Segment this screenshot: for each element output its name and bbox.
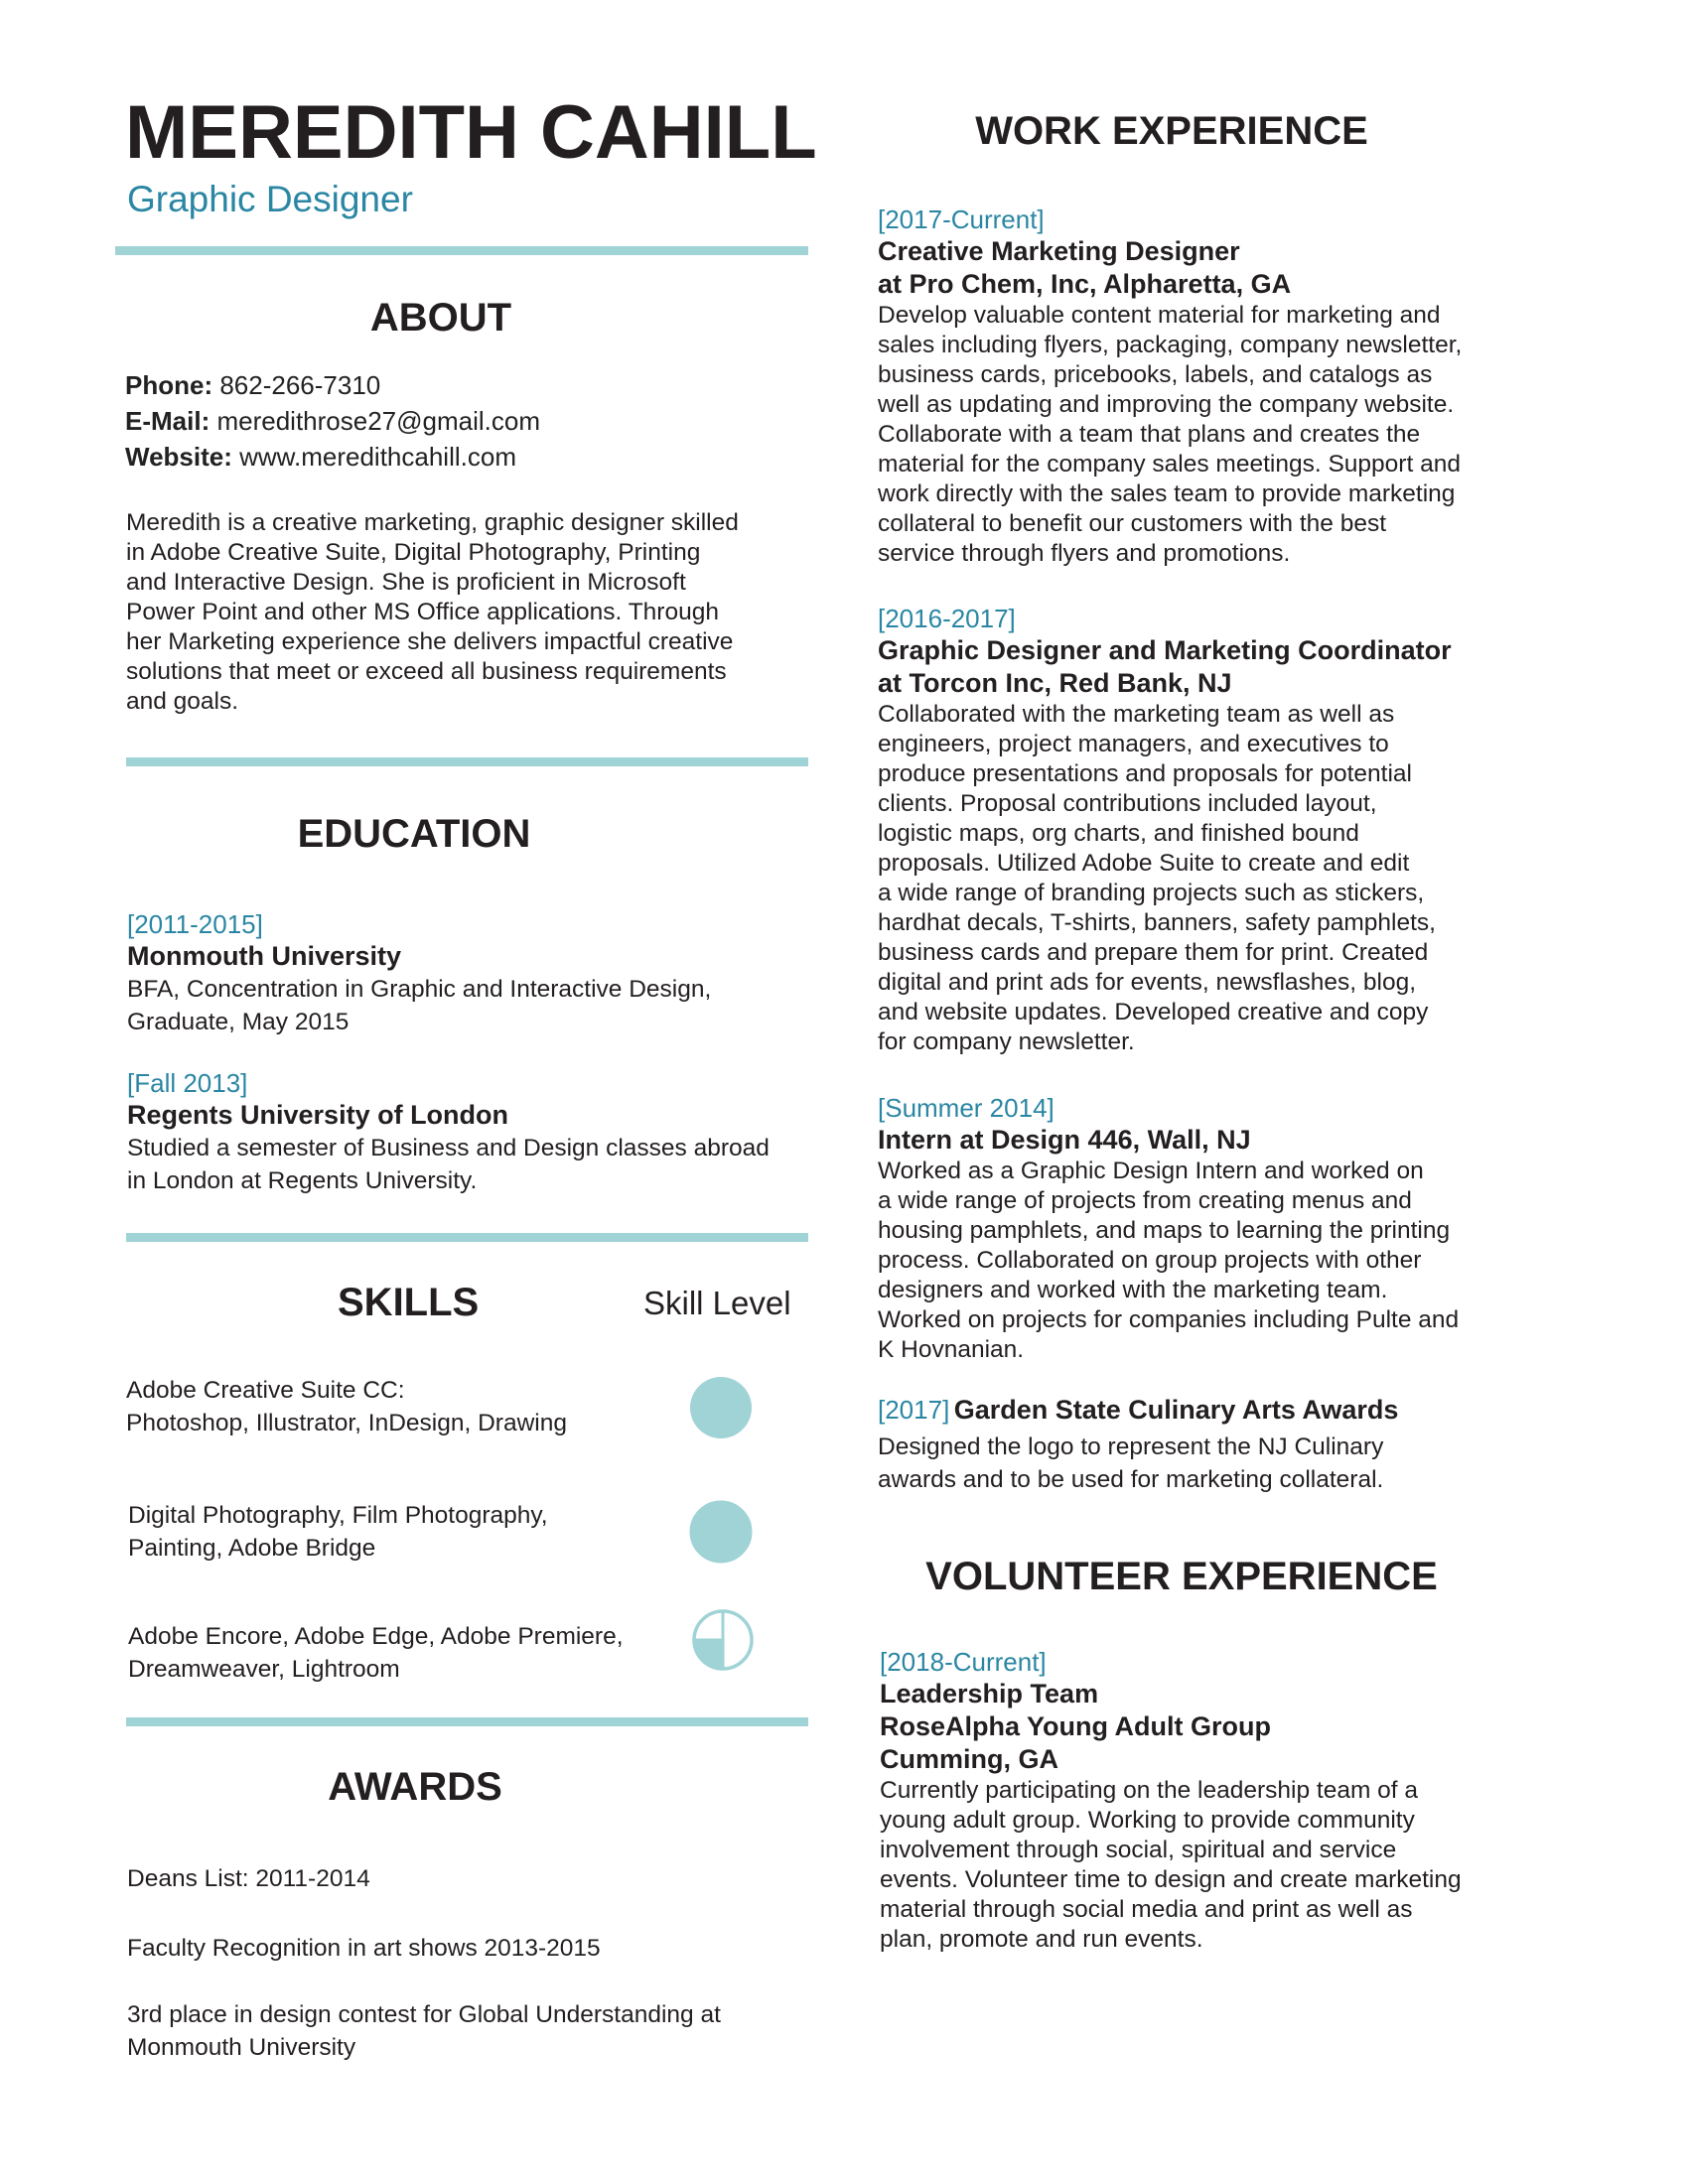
volunteer-line: plan, promote and run events. — [880, 1926, 1203, 1953]
award-item: Faculty Recognition in art shows 2013-2015 — [127, 1935, 601, 1962]
job-line: and website updates. Developed creative and copy — [878, 999, 1429, 1025]
bio-line: in Adobe Creative Suite, Digital Photography, Printing — [126, 539, 701, 566]
job-line: digital and print ads for events, newsflashes, blog, — [878, 969, 1417, 996]
skill-line: Dreamweaver, Lightroom — [128, 1656, 400, 1683]
skill-line: Adobe Encore, Adobe Edge, Adobe Premiere, — [128, 1623, 624, 1650]
award-item: 3rd place in design contest for Global Understanding at — [127, 2001, 721, 2028]
skill-level-heading: Skill Level — [643, 1285, 791, 1321]
job-date: [2017] — [878, 1395, 950, 1425]
email-line — [125, 403, 540, 439]
volunteer-date: [2018-Current] — [880, 1647, 1047, 1677]
skill-item — [128, 1499, 704, 1565]
volunteer-line: Currently participating on the leadership team of a — [880, 1777, 1419, 1804]
job-line: awards and to be used for marketing collateral. — [878, 1466, 1384, 1493]
job-line: a wide range of projects from creating menus and — [878, 1187, 1412, 1214]
volunteer-location: Cumming, GA — [880, 1744, 1058, 1774]
work-heading: WORK EXPERIENCE — [975, 109, 1368, 153]
about-bio — [126, 508, 801, 717]
volunteer-heading: VOLUNTEER EXPERIENCE — [925, 1555, 1438, 1598]
volunteer-line: material through social media and print as well as — [880, 1896, 1413, 1923]
job-line: hardhat decals, T-shirts, banners, safety pamphlets, — [878, 909, 1436, 936]
job-company: at Pro Chem, Inc, Alpharetta, GA — [878, 269, 1292, 299]
job-entry — [878, 1394, 1533, 1496]
phone-line — [125, 367, 540, 403]
job-date: [2017-Current] — [878, 205, 1045, 234]
job-line: engineers, project managers, and executives to — [878, 731, 1389, 757]
job-description — [878, 301, 1533, 569]
job-line: business cards, pricebooks, labels, and catalogs as — [878, 361, 1433, 388]
volunteer-line: involvement through social, spiritual and service — [880, 1837, 1397, 1863]
about-heading: ABOUT — [369, 296, 512, 340]
education-date: [Fall 2013] — [127, 1068, 248, 1098]
job-company: at Torcon Inc, Red Bank, NJ — [878, 668, 1232, 698]
website-line — [125, 439, 540, 475]
volunteer-line: events. Volunteer time to design and create marketing — [880, 1866, 1462, 1893]
job-date: [Summer 2014] — [878, 1093, 1055, 1123]
award-item: Deans List: 2011-2014 — [127, 1865, 370, 1892]
skills-divider — [126, 1717, 808, 1726]
job-entry — [878, 1092, 1533, 1365]
school-name: Monmouth University — [127, 941, 402, 971]
education-divider — [126, 1233, 808, 1242]
email-value[interactable]: meredithrose27@gmail.com — [216, 406, 540, 436]
resume-name: MEREDITH CAHILL — [125, 90, 817, 175]
education-entry — [127, 908, 812, 1038]
job-entry — [878, 603, 1553, 1057]
job-line: for company newsletter. — [878, 1028, 1135, 1055]
education-detail: Studied a semester of Business and Design classes abroad — [127, 1135, 770, 1161]
email-label: E-Mail: — [125, 406, 211, 436]
job-line: service through flyers and promotions. — [878, 540, 1291, 567]
job-line: clients. Proposal contributions included layout, — [878, 790, 1377, 817]
volunteer-organization: RoseAlpha Young Adult Group — [880, 1711, 1271, 1741]
job-title: Garden State Culinary Arts Awards — [953, 1395, 1399, 1425]
education-heading: EDUCATION — [297, 812, 531, 856]
job-line: Collaborated with the marketing team as well as — [878, 701, 1395, 728]
phone-label: Phone: — [125, 370, 213, 400]
job-line: designers and worked with the marketing team. — [878, 1277, 1388, 1303]
job-line: K Hovnanian. — [878, 1336, 1025, 1363]
award-item-continued: Monmouth University — [127, 2034, 356, 2061]
education-date: [2011-2015] — [127, 909, 263, 939]
skill-item — [126, 1374, 702, 1439]
job-title: Graphic Designer — [127, 179, 413, 219]
job-line: housing pamphlets, and maps to learning the printing — [878, 1217, 1451, 1244]
website-label: Website: — [125, 442, 232, 472]
skills-heading: SKILLS — [338, 1281, 480, 1324]
skill-level-quarter-icon — [690, 1607, 756, 1673]
job-line: work directly with the sales team to provide marketing — [878, 480, 1456, 507]
skill-level-three-quarter-icon — [688, 1499, 754, 1565]
job-line: Worked on projects for companies including Pulte and — [878, 1306, 1460, 1333]
header-divider — [115, 246, 808, 255]
awards-heading: AWARDS — [328, 1765, 502, 1809]
job-line: collateral to benefit our customers with the best — [878, 510, 1387, 537]
job-line: produce presentations and proposals for potential — [878, 760, 1412, 787]
job-description — [878, 700, 1553, 1057]
volunteer-line: young adult group. Working to provide community — [880, 1807, 1415, 1834]
skill-line: Adobe Creative Suite CC: — [126, 1377, 405, 1404]
job-title: Graphic Designer and Marketing Coordinator — [878, 635, 1452, 665]
contact-block — [125, 367, 540, 475]
job-line: material for the company sales meetings. Support and — [878, 451, 1461, 478]
website-value[interactable]: www.meredithcahill.com — [239, 442, 516, 472]
job-line: Designed the logo to represent the NJ Culinary — [878, 1433, 1384, 1460]
volunteer-role: Leadership Team — [880, 1679, 1099, 1708]
job-date: [2016-2017] — [878, 604, 1016, 633]
education-entry — [127, 1067, 812, 1197]
job-title: Intern at Design 446, Wall, NJ — [878, 1125, 1251, 1155]
job-line: logistic maps, org charts, and finished bound — [878, 820, 1359, 847]
bio-line: Power Point and other MS Office applications. Through — [126, 599, 719, 625]
skill-line: Digital Photography, Film Photography, — [128, 1502, 548, 1529]
job-line: Develop valuable content material for marketing and — [878, 302, 1441, 329]
skill-item — [128, 1620, 714, 1686]
job-line: business cards and prepare them for print. Created — [878, 939, 1429, 966]
about-divider — [126, 757, 808, 766]
education-detail: Graduate, May 2015 — [127, 1009, 350, 1035]
bio-line: and goals. — [126, 688, 239, 715]
bio-line: solutions that meet or exceed all business requirements — [126, 658, 727, 685]
phone-value[interactable]: 862-266-7310 — [219, 370, 381, 400]
job-line: Worked as a Graphic Design Intern and worked on — [878, 1158, 1424, 1184]
job-line: well as updating and improving the company website. — [878, 391, 1455, 418]
job-entry — [878, 204, 1533, 569]
job-line: process. Collaborated on group projects with other — [878, 1247, 1422, 1274]
job-description — [878, 1157, 1533, 1365]
school-name: Regents University of London — [127, 1100, 509, 1130]
bio-line: and Interactive Design. She is proficient in Microsoft — [126, 569, 686, 596]
bio-line: her Marketing experience she delivers impactful creative — [126, 628, 734, 655]
volunteer-entry — [880, 1646, 1535, 1955]
education-detail: BFA, Concentration in Graphic and Interactive Design, — [127, 976, 712, 1003]
award-job-header — [878, 1394, 1533, 1431]
skill-line: Painting, Adobe Bridge — [128, 1535, 376, 1562]
job-line: proposals. Utilized Adobe Suite to create and edit — [878, 850, 1410, 877]
job-line: a wide range of branding projects such as stickers, — [878, 880, 1425, 906]
skill-line: Photoshop, Illustrator, InDesign, Drawing — [126, 1410, 567, 1436]
skill-level-full-icon — [688, 1375, 754, 1440]
volunteer-description — [880, 1776, 1535, 1955]
job-line: Collaborate with a team that plans and creates the — [878, 421, 1421, 448]
job-line: sales including flyers, packaging, company newsletter, — [878, 332, 1463, 358]
job-title: Creative Marketing Designer — [878, 236, 1240, 266]
education-detail: in London at Regents University. — [127, 1167, 478, 1194]
bio-line: Meredith is a creative marketing, graphic designer skilled — [126, 509, 739, 536]
